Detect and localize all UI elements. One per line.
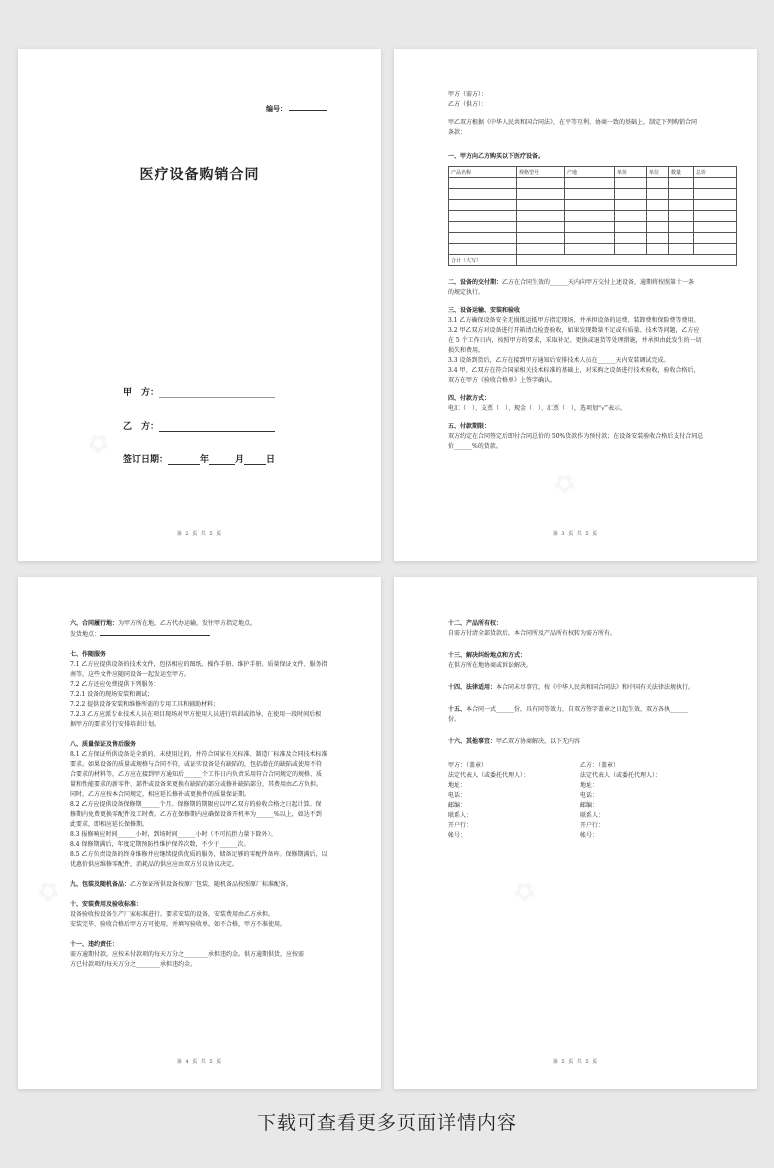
section-5-heading: 五、付款期限： — [448, 423, 491, 430]
table-header-cell: 单位 — [647, 167, 669, 178]
table-header-cell: 总价 — [694, 167, 737, 178]
watermark — [31, 873, 66, 910]
table-cell[interactable] — [615, 178, 647, 189]
party-a-blank — [159, 387, 275, 398]
section-7-heading: 七、作随服务 — [70, 651, 107, 658]
sign-date-row — [123, 452, 275, 465]
page-footer: 第 3 页 共 5 页 — [552, 531, 599, 537]
table-header-cell: 单价 — [615, 167, 647, 178]
table-total-row — [449, 255, 737, 266]
section-8-line: 8.4 保修期满后，年度定期预防性维护保养次数，不少于______次。 — [70, 841, 250, 848]
section-10-heading: 十、安装费用及验收标准： — [70, 901, 143, 908]
table-cell[interactable] — [449, 189, 517, 200]
section-6-heading: 六、合同履行地： — [70, 620, 119, 627]
watermark — [547, 465, 582, 502]
table-cell[interactable] — [647, 233, 669, 244]
party-b-field: 邮编： — [580, 802, 599, 809]
intro-line: 条款： — [448, 129, 467, 136]
year-label: 年 — [200, 455, 210, 465]
contract-page-5 — [394, 577, 757, 1089]
party-a-signature-column — [448, 761, 580, 841]
contract-page-3 — [394, 49, 757, 561]
section-8-line: 要求。如果设备的质量或规格与合同不符，或证实设备是有缺陷的，包括潜在的缺陷或使用不符 — [70, 761, 323, 768]
table-cell[interactable] — [565, 222, 615, 233]
section-13-text: 在供方所在地协商或诉讼解决。 — [448, 662, 533, 669]
section-3-line: 3.1 乙方确保设备安全无损抵运抵甲方指定现场，并承担设备的运费、装卸费和保险费等费用。 — [448, 317, 700, 324]
section-7-line: 据甲方的要求另行安排培训计划。 — [70, 721, 161, 728]
section-6 — [70, 619, 361, 629]
section-7-line: 7.2.1 设备的现场安装和调试； — [70, 691, 154, 698]
section-3-line: 损失和费用。 — [448, 347, 485, 354]
table-cell[interactable] — [449, 244, 517, 255]
table-cell[interactable] — [517, 189, 565, 200]
table-cell[interactable] — [615, 233, 647, 244]
section-4-text: 电汇（ ）、支票（ ）、现金（ ）、汇票（ ），选项划“√”表示。 — [448, 405, 626, 412]
party-a-field: 甲方：（盖章） — [448, 762, 488, 769]
section-12-text: 自需方付清全部货款后，本合同所及产品所有权转为需方所有。 — [448, 630, 617, 637]
shipping-location-label: 发货地点： — [70, 631, 101, 638]
party-a-field: 电话： — [448, 792, 467, 799]
party-b-field: 帐号： — [580, 832, 599, 839]
download-more-caption[interactable]: 下载可查看更多页面详情内容 — [256, 1112, 517, 1134]
table-cell[interactable] — [565, 233, 615, 244]
table-row — [449, 178, 737, 189]
party-a-field: 邮编： — [448, 802, 467, 809]
table-row — [449, 244, 737, 255]
section-9-heading: 九、包装及随机备品： — [70, 881, 131, 888]
section-8-line: 8.2 乙方应提供设备保修期______个月。保修期的期限应以甲乙双方的验收合格之日起计算。保 — [70, 801, 322, 808]
table-total-value[interactable] — [517, 255, 737, 266]
contract-number-label: 编号： — [266, 104, 287, 113]
party-b-field: 地址： — [580, 782, 599, 789]
section-2-text: 乙方在合同生效的______天内向甲方交付上述设备，逾期将按照第十一条 — [502, 279, 695, 286]
party-a-field: 联系人： — [448, 812, 473, 819]
table-row — [449, 211, 737, 222]
section-8-heading: 八、质量保证及售后服务 — [70, 741, 137, 748]
party-b-blank — [159, 421, 275, 432]
section-11-line: 需方逾期付款，应按未付款项的每天万分之________承担违约金。供方逾期供货，应按需 — [70, 951, 305, 958]
page-5-content — [448, 619, 735, 841]
party-a-field: 地址： — [448, 782, 467, 789]
page-3-content — [448, 90, 735, 452]
section-3-line: 3.4 甲、乙双方在符合国家相关技术标准的基础上，对采购之设备进行技术验收，验收合格后， — [448, 367, 700, 374]
table-header-cell: 规格型号 — [517, 167, 565, 178]
section-11-heading: 十一、违约责任： — [70, 941, 119, 948]
party-b-field: 联系人： — [580, 812, 605, 819]
section-8-line: 修期内免费更换零配件及工时费。乙方在保修期内应确保设备开机率为______%以上，如达不到 — [70, 811, 322, 818]
section-14 — [448, 683, 735, 693]
table-cell[interactable] — [694, 211, 737, 222]
section-7-line: 南等，这些文件应随同设备一起发运至甲方。 — [70, 671, 191, 678]
contract-number-field — [266, 104, 327, 114]
table-cell[interactable] — [694, 200, 737, 211]
contract-page-2 — [18, 49, 381, 561]
seller-line: 乙方（供方）： — [448, 101, 488, 108]
section-7-line: 7.2 乙方还应免费提供下列服务： — [70, 681, 160, 688]
table-cell[interactable] — [517, 200, 565, 211]
section-15-text: 本合同一式______份，具有同等效力，自双方签字盖章之日起生效，双方各执______ — [466, 706, 689, 713]
page-footer: 第 2 页 共 5 页 — [176, 531, 223, 537]
table-cell[interactable] — [517, 211, 565, 222]
section-7-line: 7.2.3 乙方应派专业技术人员在项目现场对甲方使用人员进行培训或指导，在使用一段时间后根 — [70, 711, 322, 718]
section-5-line: 价______%的货款。 — [448, 443, 502, 450]
equipment-table — [448, 166, 737, 266]
section-8-line: 合要求的材料等，乙方应在接到甲方通知后______个工作日内负责采用符合合同规定的规格、质 — [70, 771, 323, 778]
section-16-heading: 十六、其他事宜： — [448, 738, 497, 745]
table-cell[interactable] — [565, 178, 615, 189]
section-8-line: 8.1 乙方保证所供设备是全新的、未使用过的，并符合国家有关标准、制造厂标准及合同技术标准 — [70, 751, 328, 758]
section-7-line: 7.1 乙方应提供设备的技术文件，包括相应的图纸、操作手册、维护手册、质量保证文件、服务指 — [70, 661, 328, 668]
page-footer: 第 4 页 共 5 页 — [176, 1059, 223, 1065]
party-b-field: 开户行： — [580, 822, 605, 829]
section-3-line: 3.2 甲乙双方对设备进行开箱清点检查验收，如果发现数量不足或有质量、技术等问题，乙方应 — [448, 327, 700, 334]
section-8-line: 8.5 乙方负责设备的终身维修并应继续提供优质的服务，储备足够的零配件备库。保修期满后，以 — [70, 851, 328, 858]
table-cell[interactable] — [449, 233, 517, 244]
table-cell[interactable] — [694, 233, 737, 244]
day-label: 日 — [266, 455, 276, 465]
section-15-heading: 十五、 — [448, 706, 467, 713]
table-cell[interactable] — [669, 222, 694, 233]
party-b-signature-column — [580, 761, 712, 841]
section-9 — [70, 880, 361, 890]
party-a-field: 法定代表人（或委托代理人）： — [448, 772, 530, 779]
table-cell[interactable] — [647, 178, 669, 189]
table-cell[interactable] — [647, 244, 669, 255]
party-b-field: 法定代表人（或委托代理人）： — [580, 772, 662, 779]
table-cell[interactable] — [615, 200, 647, 211]
section-16-text: 甲乙双方协商解决，以下无内容 — [496, 738, 581, 745]
contract-page-4 — [18, 577, 381, 1089]
table-cell[interactable] — [694, 222, 737, 233]
table-cell[interactable] — [615, 222, 647, 233]
contract-title: 医疗设备购销合同 — [139, 167, 260, 183]
section-5-line: 双方约定在合同签定后即付合同总价的 50%货款作为预付款；在设备安装验收合格后支付合同总 — [448, 433, 704, 440]
table-cell[interactable] — [669, 200, 694, 211]
page-4-content — [70, 619, 361, 970]
section-2-heading: 二、设备的交付期： — [448, 279, 503, 286]
section-2-text: 的规定执行。 — [448, 289, 485, 296]
table-cell[interactable] — [449, 178, 517, 189]
page-footer: 第 5 页 共 5 页 — [552, 1059, 599, 1065]
party-b-field: 电话： — [580, 792, 599, 799]
watermark — [81, 425, 116, 462]
month-blank — [209, 454, 235, 465]
table-cell[interactable] — [669, 189, 694, 200]
section-10-line: 设备验收按设备生产厂家标准进行。要求安装的设备，安装费用由乙方承担。 — [70, 911, 275, 918]
month-label: 月 — [235, 455, 245, 465]
table-cell[interactable] — [565, 244, 615, 255]
section-13-heading: 十三、解决纠纷地点和方式： — [448, 652, 527, 659]
section-8-line: 量和性能要求的新零件、部件或设备来更换有缺陷的部分或修补缺陷部分，其费用由乙方负担。 — [70, 781, 323, 788]
table-header-cell: 产地 — [565, 167, 615, 178]
party-a-label: 甲 方： — [123, 388, 160, 398]
section-10-line: 安装完毕，验收合格后甲方方可使用，并填写验收单。如不合格，甲方不准使用。 — [70, 921, 287, 928]
section-4-heading: 四、付款方式： — [448, 395, 491, 402]
section-8-line: 此要求，即相应延长保修期。 — [70, 821, 149, 828]
table-header-cell: 数量 — [669, 167, 694, 178]
contract-number-blank — [289, 110, 327, 111]
table-cell[interactable] — [669, 211, 694, 222]
section-3-heading: 三、设备运输、安装和验收 — [448, 307, 521, 314]
party-b-row — [123, 419, 275, 432]
table-cell[interactable] — [517, 222, 565, 233]
party-a-field: 帐号： — [448, 832, 467, 839]
section-8-line: 同时，乙方应按本合同规定，相应延长修补或更换件的质量保证期。 — [70, 791, 251, 798]
table-cell[interactable] — [449, 200, 517, 211]
table-cell[interactable] — [669, 233, 694, 244]
table-cell[interactable] — [694, 244, 737, 255]
buyer-line: 甲方（需方）： — [448, 91, 488, 98]
table-cell[interactable] — [517, 233, 565, 244]
table-cell[interactable] — [647, 189, 669, 200]
section-11-line: 方已付款项的每天万分之________承担违约金。 — [70, 961, 197, 968]
section-3-line: 3.3 设备到货后，乙方在接到甲方通知后安排技术人员在______天内安装调试完成。 — [448, 357, 670, 364]
section-14-text: 本合同未尽事宜，按《中华人民共和国合同法》和中国有关法律法规执行。 — [496, 684, 695, 691]
section-9-text: 乙方保证所供设备按原厂包装，随机备品按照原厂标准配备。 — [130, 881, 293, 888]
section-8-line: 8.3 报修响应时间______小时，到场时间______小时（不可抗拒力量下除外）。 — [70, 831, 277, 838]
section-15 — [448, 705, 735, 715]
shipping-location-blank — [100, 629, 210, 636]
section-1-heading: 一、甲方向乙方购买以下医疗设备。 — [448, 153, 545, 160]
year-blank — [168, 454, 200, 465]
table-cell[interactable] — [565, 211, 615, 222]
table-total-label: 合计（大写） — [449, 255, 517, 266]
section-12-heading: 十二、产品所有权： — [448, 620, 503, 627]
sign-date-label: 签订日期： — [123, 455, 169, 465]
table-cell[interactable] — [517, 244, 565, 255]
signature-block — [448, 761, 735, 841]
party-b-field: 乙方：（盖章） — [580, 762, 620, 769]
table-cell[interactable] — [669, 244, 694, 255]
intro-line: 甲乙双方根据《中华人民共和国合同法》，在平等互利、协商一致的基础上，制定下列购销合同 — [448, 119, 698, 126]
party-b-label: 乙 方： — [123, 422, 160, 432]
table-cell[interactable] — [449, 211, 517, 222]
table-row — [449, 222, 737, 233]
party-a-row — [123, 385, 275, 398]
section-16 — [448, 737, 735, 747]
table-cell[interactable] — [694, 189, 737, 200]
section-8-line: 优惠价供应维修零配件，消耗品的供应应由双方另议协议决定。 — [70, 861, 239, 868]
table-cell[interactable] — [615, 244, 647, 255]
table-header-cell: 产品名称 — [449, 167, 517, 178]
table-cell[interactable] — [615, 211, 647, 222]
party-a-field: 开户行： — [448, 822, 473, 829]
section-14-heading: 十四、法律适用： — [448, 684, 497, 691]
table-cell[interactable] — [669, 178, 694, 189]
table-cell[interactable] — [647, 200, 669, 211]
table-row — [449, 200, 737, 211]
section-7-line: 7.2.2 提供设备安装和维修所需的专用工具和辅助材料； — [70, 701, 220, 708]
table-cell[interactable] — [565, 189, 615, 200]
section-3-line: 双方在甲方《验收合格单》上签字确认。 — [448, 377, 557, 384]
watermark — [507, 873, 542, 910]
section-2 — [448, 278, 735, 288]
table-row — [449, 189, 737, 200]
table-row — [449, 233, 737, 244]
table-cell[interactable] — [694, 178, 737, 189]
table-cell[interactable] — [565, 200, 615, 211]
section-3-line: 在 5 个工作日内，按照甲方的要求，采取补足、更换或退货等处理措施，并承担由此发生的一切 — [448, 337, 702, 344]
day-blank — [244, 454, 266, 465]
table-cell[interactable] — [449, 222, 517, 233]
table-cell[interactable] — [615, 189, 647, 200]
table-header-row — [449, 167, 737, 178]
section-6-text: 为甲方所在地，乙方代办运输，发往甲方指定地点。 — [118, 620, 257, 627]
table-cell[interactable] — [517, 178, 565, 189]
shipping-location-row — [70, 629, 361, 640]
section-15-text: 份。 — [448, 716, 461, 723]
table-cell[interactable] — [647, 211, 669, 222]
table-cell[interactable] — [647, 222, 669, 233]
